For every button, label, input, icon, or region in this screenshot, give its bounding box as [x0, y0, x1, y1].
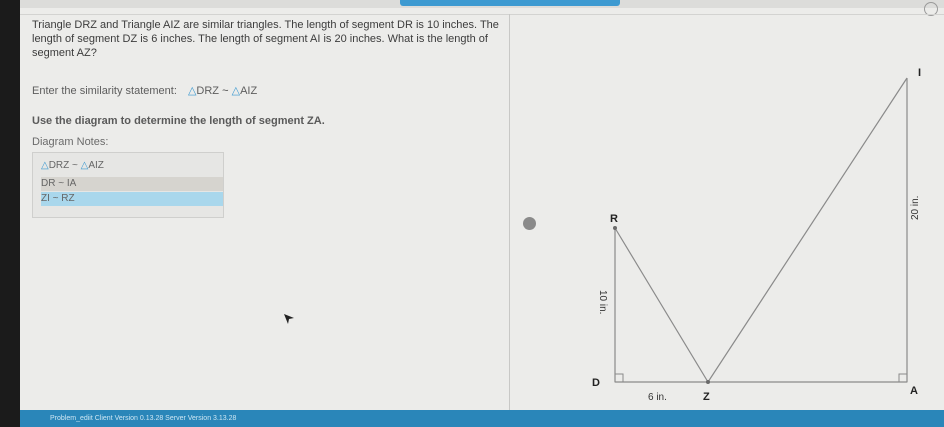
- mouse-cursor-icon: [283, 313, 295, 325]
- note-text: DRZ ~: [48, 160, 78, 171]
- label-dr-length: 10 in.: [597, 290, 608, 315]
- status-bar: [20, 410, 944, 427]
- triangle-2-name: AIZ: [240, 85, 258, 97]
- segment-zi: [708, 78, 907, 382]
- similar-symbol: ~: [222, 85, 229, 97]
- triangle-1-name: DRZ: [196, 85, 220, 97]
- status-text: Problem_ediit Client Version 0.13.28 Server Version 3.13.28: [50, 415, 237, 422]
- notes-title: Diagram Notes:: [32, 136, 109, 148]
- device-bezel: [0, 0, 20, 427]
- screen: [20, 0, 944, 427]
- point-z[interactable]: [706, 380, 710, 384]
- label-dz-length: 6 in.: [648, 392, 667, 403]
- panel-divider: [509, 14, 510, 410]
- similarity-instruction: [32, 84, 257, 97]
- task-text: Use the diagram to determine the length of segment ZA.: [32, 115, 325, 127]
- label-ai-length: 20 in.: [910, 195, 921, 220]
- problem-text: Triangle DRZ and Triangle AIZ are similar triangles. The length of segment DR is 10 inches. The length of segment DZ is 6 inches. The length of segment AI is 20 inches. What is the length of segment AZ?: [32, 19, 499, 59]
- triangle-diagram: [520, 40, 930, 410]
- label-i: I: [918, 67, 922, 79]
- note-row[interactable]: [41, 177, 223, 191]
- label-a: A: [910, 385, 918, 397]
- note-text: ZI ~ RZ: [41, 193, 75, 204]
- note-text: AIZ: [88, 160, 104, 171]
- triangle-icon: △: [231, 85, 241, 97]
- similarity-statement[interactable]: [188, 85, 257, 97]
- right-angle-marker-d: [615, 374, 623, 382]
- note-row-selected[interactable]: [41, 192, 223, 206]
- label-d: D: [592, 377, 600, 389]
- note-text: DR ~ IA: [41, 178, 77, 189]
- point-r[interactable]: [613, 226, 617, 230]
- triangle-icon: △: [41, 160, 49, 171]
- divider: [20, 14, 944, 15]
- segment-rz: [615, 228, 708, 382]
- top-accent-bar: [400, 0, 620, 6]
- label-z: Z: [703, 391, 710, 403]
- triangle-icon: △: [187, 85, 197, 97]
- triangle-icon: △: [80, 160, 89, 171]
- note-row[interactable]: [41, 159, 223, 173]
- instruction-label: Enter the similarity statement:: [32, 85, 177, 97]
- right-angle-marker-a: [899, 374, 907, 382]
- label-r: R: [610, 213, 618, 225]
- diagram-notes-box: [32, 152, 224, 218]
